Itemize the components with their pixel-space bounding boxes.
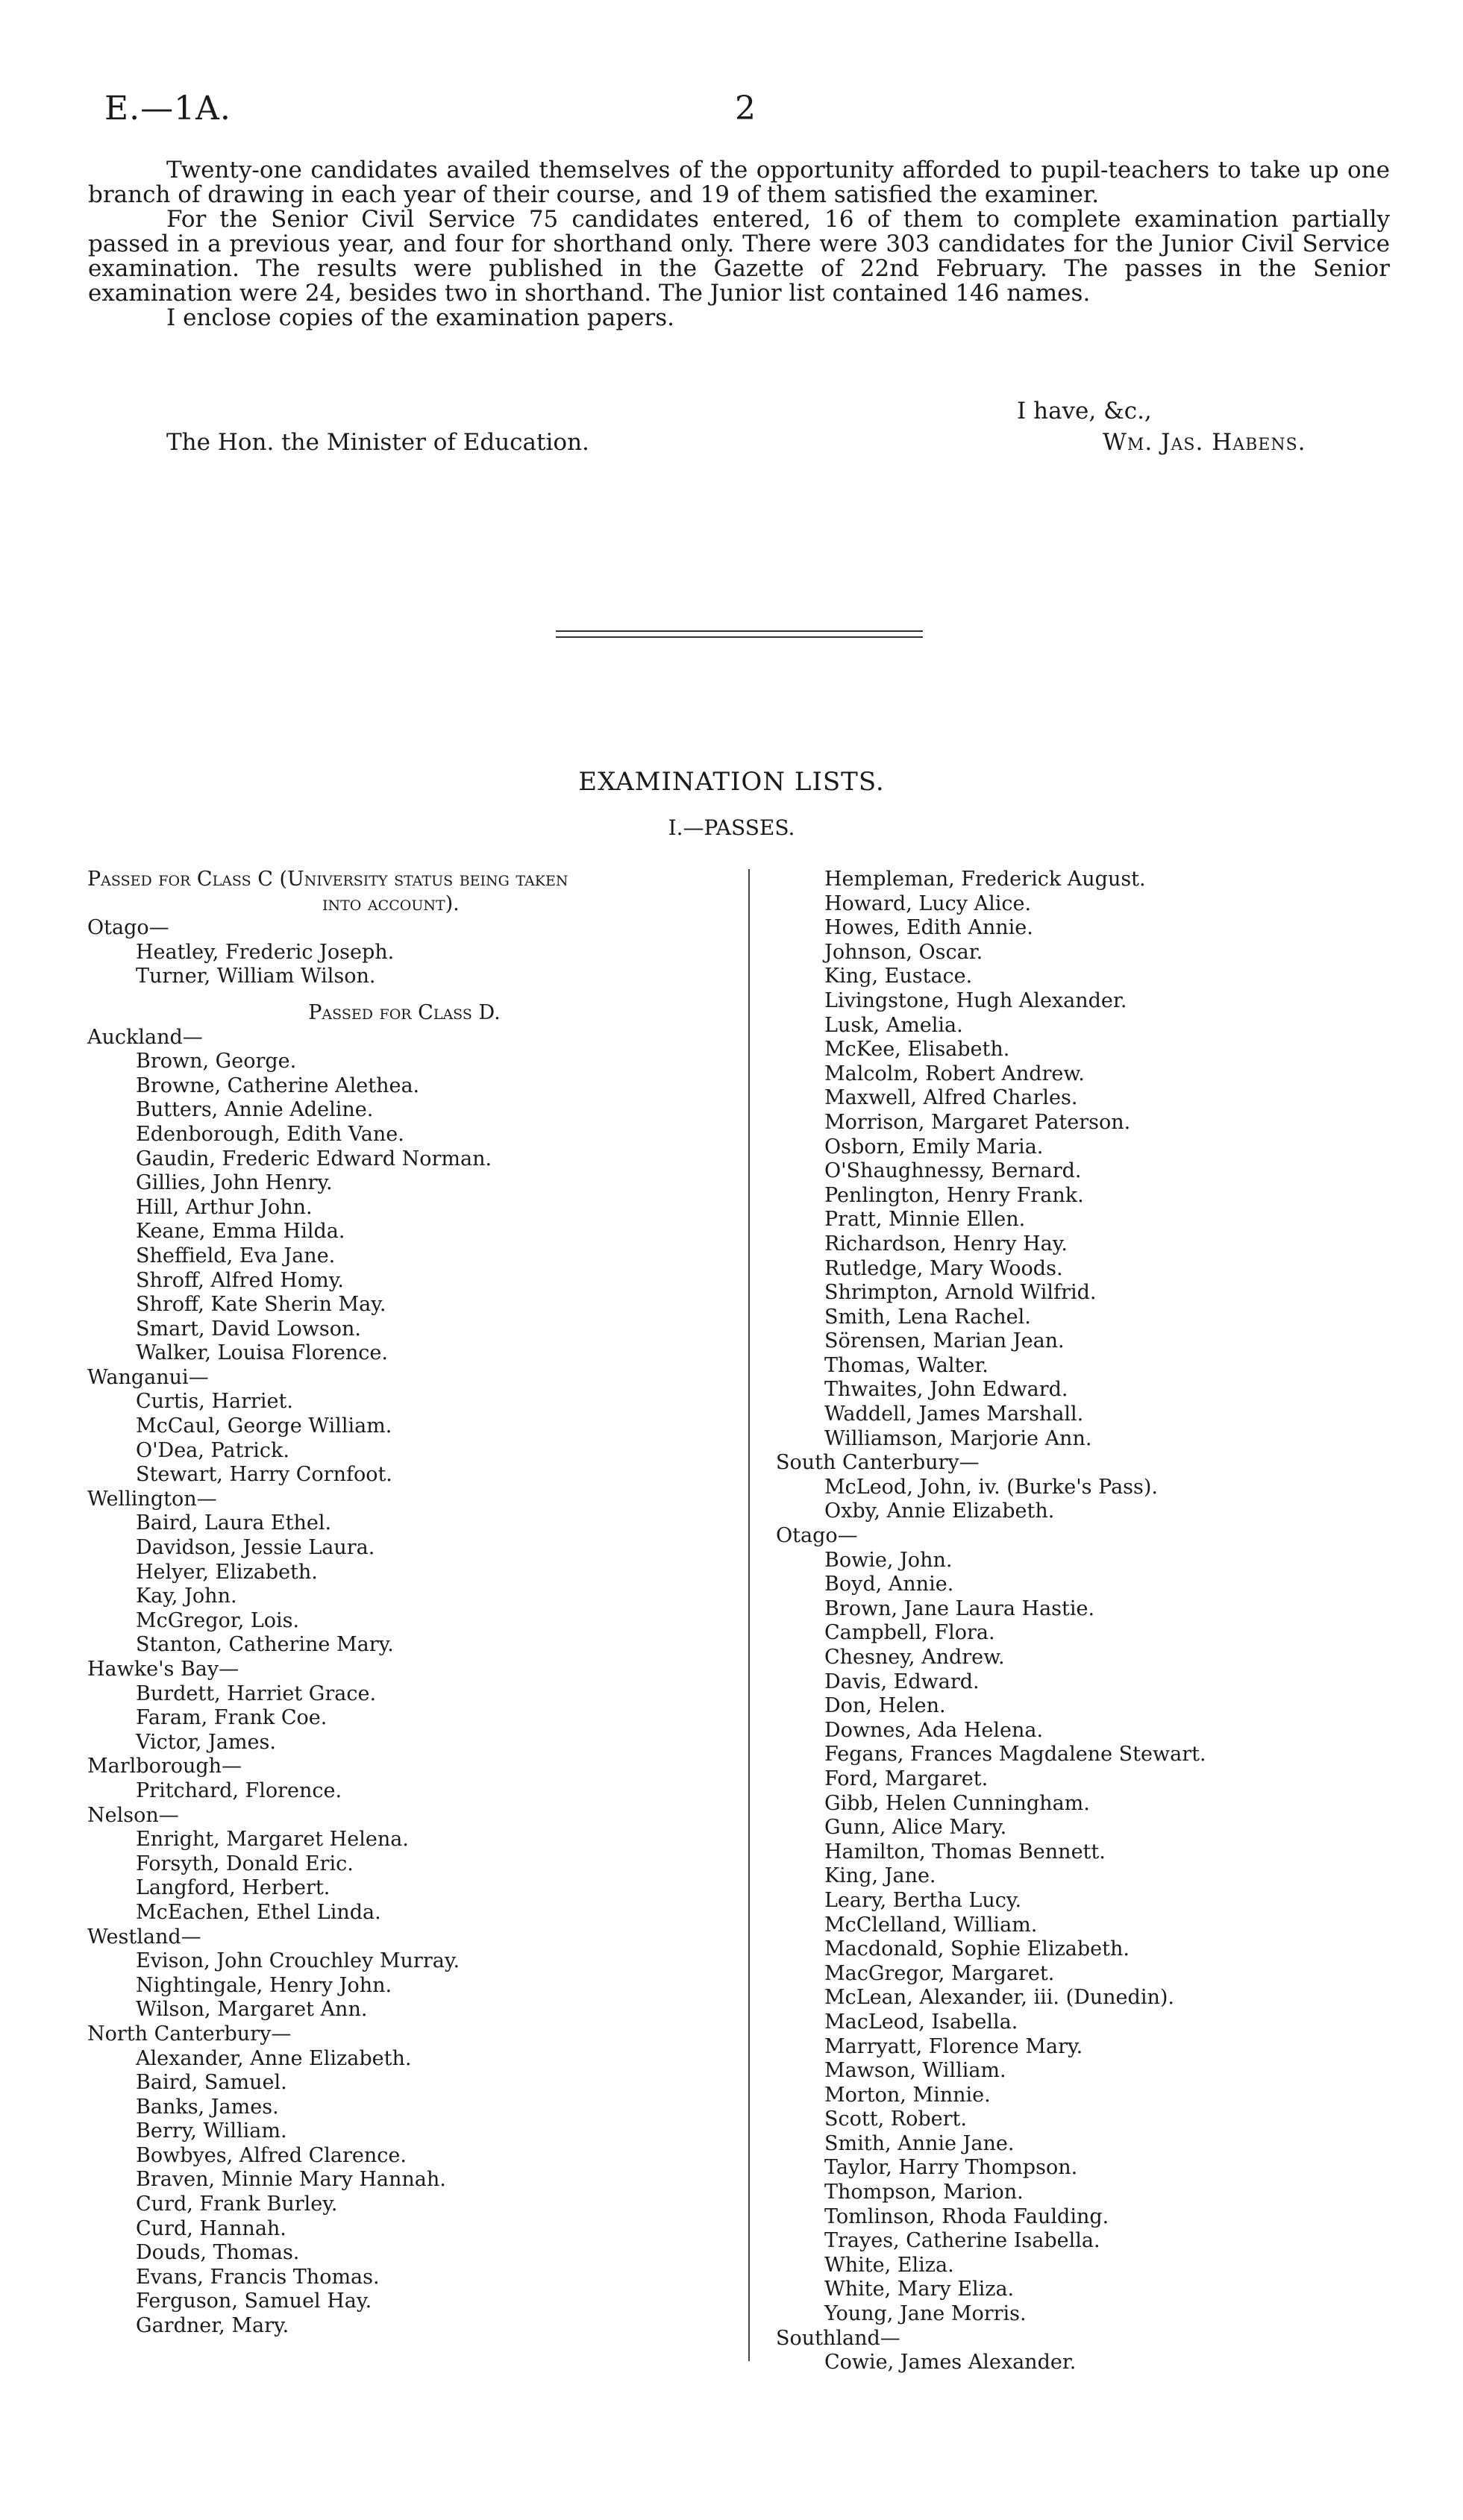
candidate-name: Morrison, Margaret Paterson. [824, 1110, 1131, 1134]
candidate-name: Richardson, Henry Hay. [824, 1232, 1068, 1256]
candidate-name: Shrimpton, Arnold Wilfrid. [824, 1281, 1097, 1305]
signature: Wm. Jas. Habens. [1103, 429, 1306, 456]
candidate-name: Faram, Frank Coe. [136, 1706, 328, 1730]
candidate-name: Maxwell, Alfred Charles. [824, 1086, 1078, 1110]
candidate-name: Shroff, Alfred Homy. [136, 1268, 344, 1292]
region-heading: South Canterbury— [776, 1451, 980, 1475]
class-c-heading-line2: into account). [322, 891, 460, 915]
region-heading: Wellington— [87, 1487, 217, 1511]
class-c-heading-line1: Passed for Class C (University status being taken [87, 868, 568, 891]
candidate-name: Penlington, Henry Frank. [824, 1183, 1084, 1207]
intro-paragraph-3: I enclose copies of the examination papers. [166, 304, 674, 331]
candidate-name: Baird, Samuel. [136, 2071, 287, 2095]
candidate-name: White, Mary Eliza. [824, 2278, 1015, 2301]
candidate-name: Stanton, Catherine Mary. [136, 1633, 394, 1657]
candidate-name: McEachen, Ethel Linda. [136, 1900, 381, 1924]
candidate-name: McGregor, Lois. [136, 1608, 300, 1632]
candidate-name: Nightingale, Henry John. [136, 1973, 392, 1997]
candidate-name: Mawson, William. [824, 2059, 1006, 2083]
candidate-name: Evison, John Crouchley Murray. [136, 1949, 460, 1973]
right-column [776, 868, 1417, 2375]
candidate-name: Tomlinson, Rhoda Faulding. [824, 2204, 1109, 2228]
candidate-name: Brown, George. [136, 1050, 297, 1073]
candidate-name: Banks, James. [136, 2095, 279, 2119]
candidate-name: Evans, Francis Thomas. [136, 2265, 380, 2289]
candidate-name: Taylor, Harry Thompson. [824, 2156, 1078, 2180]
region-heading: Otago— [87, 916, 169, 940]
divider-rule-bottom [556, 636, 923, 638]
candidate-name: Alexander, Anne Elizabeth. [136, 2046, 412, 2070]
candidate-name: Scott, Robert. [824, 2107, 967, 2131]
candidate-name: Curd, Frank Burley. [136, 2193, 338, 2216]
candidate-name: Baird, Laura Ethel. [136, 1511, 332, 1535]
candidate-name: Howes, Edith Annie. [824, 916, 1033, 940]
candidate-name: Chesney, Andrew. [824, 1646, 1005, 1669]
candidate-name: Enright, Margaret Helena. [136, 1828, 409, 1852]
candidate-name: Brown, Jane Laura Hastie. [824, 1596, 1095, 1620]
candidate-name: Gillies, John Henry. [136, 1171, 333, 1195]
spacer [87, 989, 721, 997]
candidate-name: Ford, Margaret. [824, 1767, 989, 1790]
candidate-name: Heatley, Frederic Joseph. [136, 940, 395, 964]
region-heading: Auckland— [87, 1025, 203, 1049]
candidate-name: Braven, Minnie Mary Hannah. [136, 2168, 446, 2192]
candidate-name: Campbell, Flora. [824, 1621, 995, 1645]
candidate-name: Curd, Hannah. [136, 2216, 286, 2240]
candidate-name: Smart, David Lowson. [136, 1317, 361, 1341]
candidate-name: McClelland, William. [824, 1913, 1038, 1937]
candidate-name: Osborn, Emily Maria. [824, 1135, 1044, 1159]
candidate-name: Hempleman, Frederick August. [824, 868, 1146, 891]
region-heading: Nelson— [87, 1803, 179, 1827]
candidate-name: King, Jane. [824, 1864, 936, 1888]
candidate-name: Fegans, Frances Magdalene Stewart. [824, 1743, 1206, 1767]
class-d-regions [87, 1026, 721, 2339]
candidate-name: Edenborough, Edith Vane. [136, 1122, 404, 1146]
candidate-name: Hamilton, Thomas Bennett. [824, 1840, 1106, 1864]
candidate-name: Pritchard, Florence. [136, 1778, 342, 1802]
lists-subtitle: I.—PASSES. [668, 815, 795, 840]
page-number: 2 [735, 90, 756, 128]
candidate-name: Douds, Thomas. [136, 2241, 300, 2265]
candidate-name: McLean, Alexander, iii. (Dunedin). [824, 1986, 1174, 2010]
candidate-name: Walker, Louisa Florence. [136, 1341, 388, 1365]
candidate-name: Shroff, Kate Sherin May. [136, 1293, 386, 1317]
candidate-name: Livingstone, Hugh Alexander. [824, 988, 1127, 1012]
candidate-name: Curtis, Harriet. [136, 1390, 293, 1414]
intro-text [88, 158, 1390, 330]
candidate-name: Lusk, Amelia. [824, 1013, 963, 1037]
candidate-name: Malcolm, Robert Andrew. [824, 1062, 1085, 1085]
candidate-name: Smith, Lena Rachel. [824, 1305, 1031, 1329]
candidate-name: Trayes, Catherine Isabella. [824, 2229, 1100, 2253]
class-c-heading [87, 868, 721, 916]
left-column [87, 868, 721, 2339]
class-c-regions [87, 916, 721, 989]
candidate-name: Pratt, Minnie Ellen. [824, 1208, 1026, 1232]
candidate-name: Thwaites, John Edward. [824, 1378, 1068, 1402]
candidate-name: Stewart, Harry Cornfoot. [136, 1463, 392, 1487]
candidate-name: O'Shaughnessy, Bernard. [824, 1159, 1082, 1183]
continued-names [776, 868, 1417, 1451]
candidate-name: Cowie, James Alexander. [824, 2351, 1077, 2375]
candidate-name: Gibb, Helen Cunningham. [824, 1791, 1090, 1815]
candidate-name: Johnson, Oscar. [824, 940, 983, 964]
candidate-name: McLeod, John, iv. (Burke's Pass). [824, 1475, 1159, 1499]
candidate-name: Rutledge, Mary Woods. [824, 1256, 1063, 1280]
candidate-name: Young, Jane Morris. [824, 2302, 1027, 2326]
region-heading: Hawke's Bay— [87, 1658, 239, 1681]
candidate-name: Williamson, Marjorie Ann. [824, 1426, 1092, 1450]
candidate-name: McCaul, George William. [136, 1414, 392, 1438]
candidate-name: Hill, Arthur John. [136, 1195, 313, 1219]
candidate-name: Bowbyes, Alfred Clarence. [136, 2143, 407, 2167]
candidate-name: Ferguson, Samuel Hay. [136, 2289, 372, 2313]
candidate-name: Turner, William Wilson. [136, 965, 376, 988]
intro-paragraph-1: Twenty-one candidates availed themselves of the opportunity afforded to pupil-teachers to take up one branch of drawing in each year of their course, and 19 of them satisfied the examiner. [88, 157, 1390, 208]
candidate-name: Sheffield, Eva Jane. [136, 1244, 336, 1267]
candidate-name: Thompson, Marion. [824, 2181, 1024, 2204]
region-heading: Otago— [776, 1524, 858, 1548]
candidate-name: Boyd, Annie. [824, 1573, 954, 1596]
candidate-name: Davis, Edward. [824, 1670, 980, 1693]
candidate-name: Oxby, Annie Elizabeth. [824, 1499, 1055, 1523]
document-reference: E.—1A. [104, 90, 231, 128]
intro-paragraph-2: For the Senior Civil Service 75 candidates entered, 16 of them to complete examination partially passed in a previous year, and four for shorthand only. There were 303 candidates for the Junior Civil Service examination. The results were published in the Gazette of 22nd February. The passes in the Senior examination were 24, besides two in shorthand. The Junior list contained 146 names. [88, 206, 1390, 307]
salutation: I have, &c., [1017, 398, 1152, 424]
candidate-name: Langford, Herbert. [136, 1876, 330, 1900]
letter-closing [88, 399, 1390, 466]
region-heading: North Canterbury— [87, 2022, 292, 2046]
candidate-name: Thomas, Walter. [824, 1353, 989, 1377]
candidate-name: Keane, Emma Hilda. [136, 1220, 345, 1244]
candidate-name: Victor, James. [136, 1730, 276, 1754]
candidate-name: Gaudin, Frederic Edward Norman. [136, 1147, 492, 1170]
candidate-name: Butters, Annie Adeline. [136, 1098, 374, 1122]
candidate-name: O'Dea, Patrick. [136, 1438, 289, 1462]
candidate-name: Sörensen, Marian Jean. [824, 1329, 1065, 1353]
candidate-name: Gardner, Mary. [136, 2314, 289, 2338]
candidate-name: MacLeod, Isabella. [824, 2010, 1018, 2034]
right-regions [776, 1451, 1417, 2375]
candidate-name: MacGregor, Margaret. [824, 1961, 1055, 1985]
addressee: The Hon. the Minister of Education. [166, 429, 589, 456]
lists-title: EXAMINATION LISTS. [578, 767, 885, 797]
candidate-name: McKee, Elisabeth. [824, 1038, 1010, 1062]
candidate-name: Browne, Catherine Alethea. [136, 1073, 420, 1097]
candidate-name: Morton, Minnie. [824, 2083, 991, 2107]
candidate-name: Gunn, Alice Mary. [824, 1816, 1007, 1840]
region-heading: Marlborough— [87, 1755, 242, 1778]
region-heading: Southland— [776, 2326, 900, 2350]
candidate-name: Wilson, Margaret Ann. [136, 1998, 368, 2022]
divider-rule-top [556, 630, 923, 632]
candidate-name: Don, Helen. [824, 1694, 946, 1718]
candidate-name: Waddell, James Marshall. [824, 1402, 1084, 1426]
candidate-name: Downes, Ada Helena. [824, 1718, 1044, 1742]
candidate-name: Leary, Bertha Lucy. [824, 1888, 1022, 1912]
candidate-name: Marryatt, Florence Mary. [824, 2034, 1083, 2058]
candidate-name: Bowie, John. [824, 1548, 953, 1572]
candidate-name: Berry, William. [136, 2119, 287, 2143]
candidate-name: Burdett, Harriet Grace. [136, 1681, 377, 1705]
candidate-name: Helyer, Elizabeth. [136, 1560, 318, 1584]
candidate-name: Davidson, Jessie Laura. [136, 1536, 375, 1560]
column-divider [748, 869, 750, 2361]
region-heading: Wanganui— [87, 1365, 209, 1389]
candidate-name: King, Eustace. [824, 965, 973, 988]
candidate-name: Macdonald, Sophie Elizabeth. [824, 1937, 1130, 1961]
candidate-name: White, Eliza. [824, 2253, 954, 2277]
candidate-name: Kay, John. [136, 1585, 237, 1608]
candidate-name: Howard, Lucy Alice. [824, 891, 1032, 915]
class-d-heading: Passed for Class D. [308, 1000, 501, 1024]
candidate-name: Forsyth, Donald Eric. [136, 1852, 354, 1875]
region-heading: Westland— [87, 1925, 201, 1949]
candidate-name: Smith, Annie Jane. [824, 2131, 1015, 2155]
